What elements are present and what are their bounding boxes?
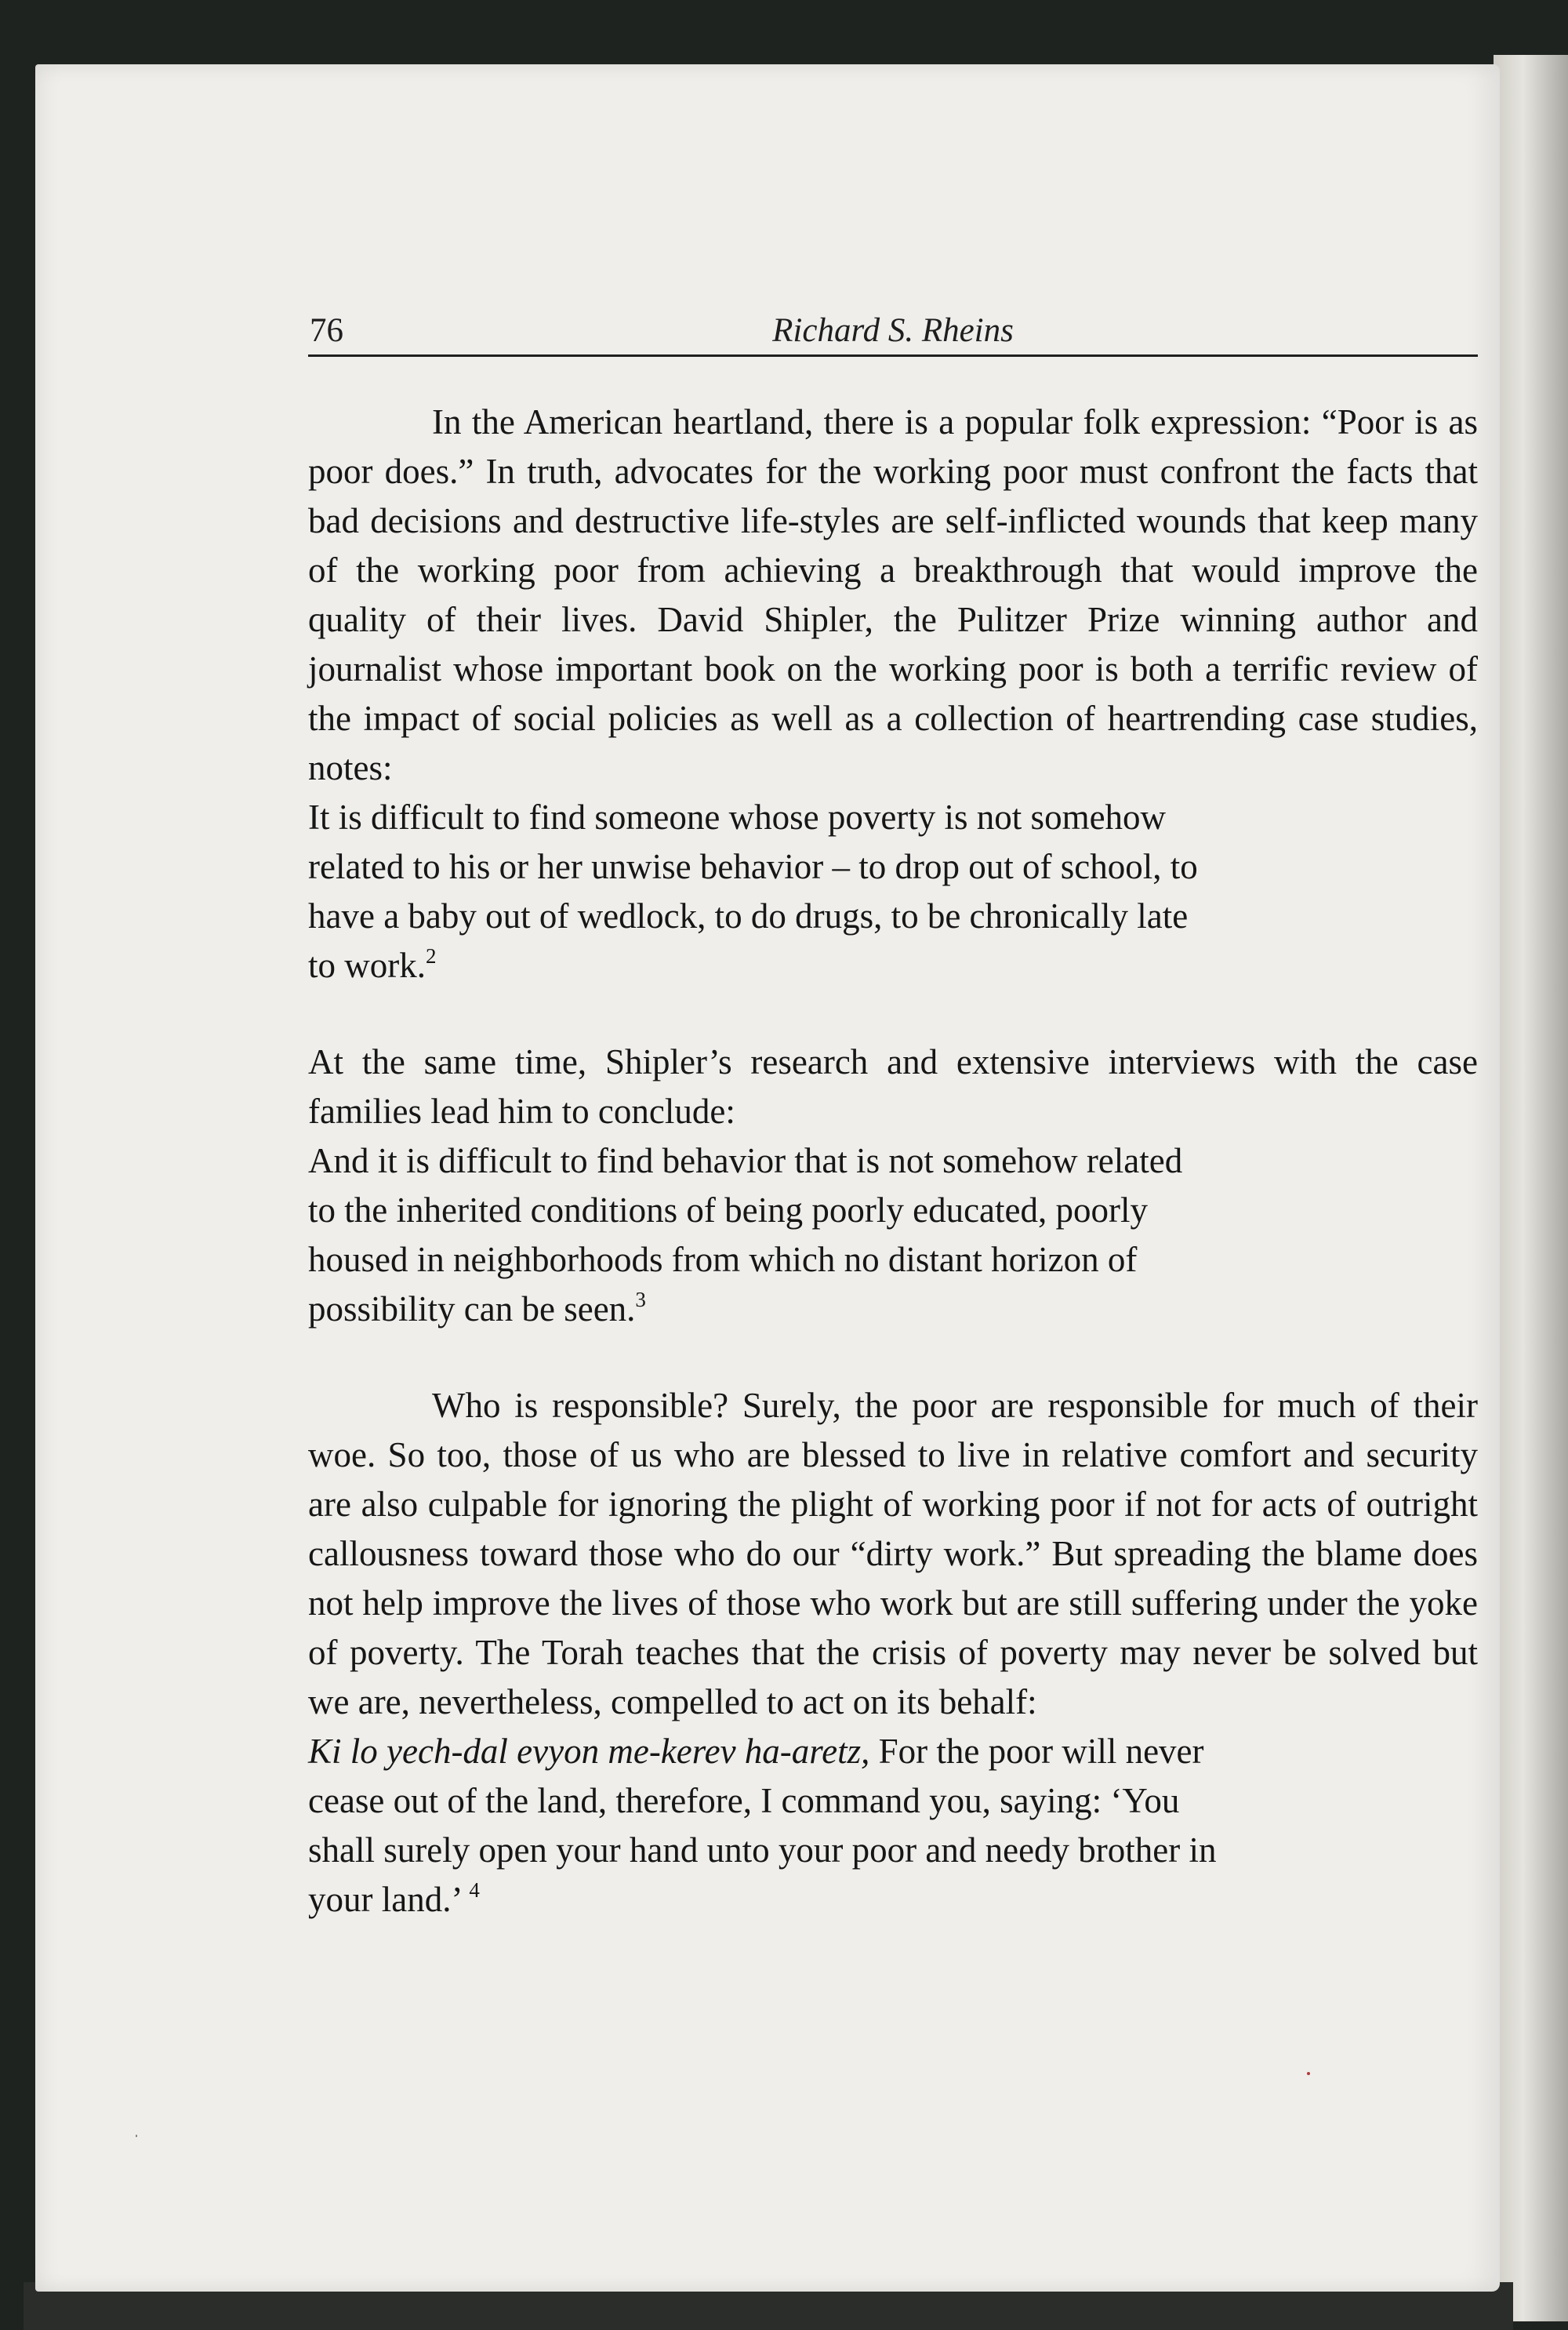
book-page-edges: [1494, 55, 1568, 2321]
book-page: [35, 64, 1500, 2292]
paragraph-2: At the same time, Shipler’s research and extensive interviews with the case families lead him to conclude:: [308, 1042, 1478, 1131]
block-quote-1: [308, 793, 1218, 991]
block-quote-2: [308, 1136, 1218, 1334]
page-content: [308, 300, 1478, 1925]
print-speck-2: [136, 2135, 137, 2137]
running-title: Richard S. Rheins: [772, 312, 1014, 349]
footnote-ref-3: 3: [635, 1288, 646, 1311]
running-head: [308, 300, 1478, 357]
footnote-ref-2: 2: [426, 944, 437, 968]
hebrew-transliteration: Ki lo yech-dal evyon me-kerev ha-aretz,: [308, 1732, 870, 1771]
paragraph-3: Who is responsible? Surely, the poor are responsible for much of their woe. So too, those of us who are blessed to live in relative comfort and security are also culpable for ignoring the plight of working poor if not for acts of outright callousness toward those who do our “dirty work.” But spreading the blame does not help improve the lives of those who work but are still suffering under the yoke of poverty. The Torah teaches that the crisis of poverty may never be solved but we are, nevertheless, compelled to act on its behalf:: [308, 1386, 1478, 1721]
block-quote-3: [308, 1727, 1218, 1925]
print-speck: [1307, 2072, 1310, 2075]
page-number: 76: [310, 312, 343, 349]
footnote-ref-4: 4: [469, 1878, 480, 1902]
block-quote-2-text: And it is difficult to find behavior that is not somehow related to the inherited conditions of being poorly educated, poorly housed in neighborhoods from which no distant horizon of possibility can be seen.: [308, 1141, 1183, 1329]
paragraph-1: In the American heartland, there is a popular folk expression: “Poor is as poor does.” In truth, advocates for the working poor must confront the facts that bad decisions and destructive life-styles are self-inflicted wounds that keep many of the working poor from achieving a breakthrough that would improve the quality of their lives. David Shipler, the Pulitzer Prize winning author and journalist whose important book on the working poor is both a terrific review of the impact of social policies as well as a collection of heartrending case studies, notes:: [308, 402, 1478, 787]
body-text: [308, 398, 1478, 1925]
block-quote-1-text: It is difficult to find someone whose poverty is not somehow related to his or her unwise behavior – to drop out of school, to have a baby out of wedlock, to do drugs, to be chronically late to work.: [308, 798, 1198, 985]
block-quote-3-text: For the poor will never cease out of the land, therefore, I command you, saying: ‘You shall surely open your hand unto your poor and needy brother in your land.’: [308, 1732, 1217, 1919]
